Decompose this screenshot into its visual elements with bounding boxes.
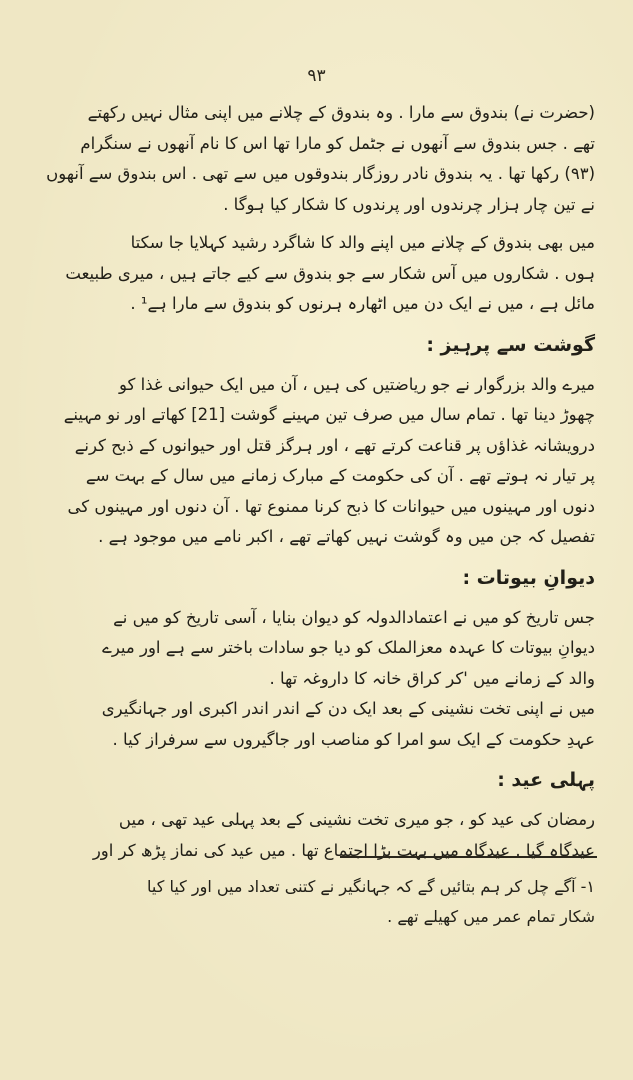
text-line: دنوں اور مہینوں میں حیوانات کا ذبح کرنا ممنوع تھا . آن دنوں اور مہینوں کی xyxy=(67,496,595,516)
text-line: میرے والد بزرگوار نے جو ریاضتیں کی ہیں ، آن میں ایک حیوانی غذا کو xyxy=(118,374,595,394)
text-line: تفصیل کہ جن میں وہ گوشت نہیں کھاتے تھے ، اکبر نامے میں موجود ہے . xyxy=(98,527,595,546)
text-line: میں نے اپنی تخت نشینی کے بعد ایک دن کے اندر اندر اکبری اور جہانگیری xyxy=(101,699,595,718)
text-line: ۱- آگے چل کر ہم بتائیں گے کہ جہانگیر نے کتنی تعداد میں اور کیا کیا xyxy=(147,877,595,896)
text-line: (حضرت نے) بندوق سے مارا . وہ بندوق کے چلانے میں اپنی مثال نہیں رکھتے xyxy=(87,103,595,122)
text-line: دیوانِ بیوتات کا عہدہ معزالملک کو دیا جو سادات باختر سے ہے اور میرے xyxy=(102,638,595,657)
text-line: چھوڑ دینا تھا . تمام سال میں صرف تین مہینے گوشت [21] کھاتے اور نو مہینے xyxy=(63,405,595,424)
section-heading: دیوانِ بیوتات : xyxy=(462,566,595,589)
text-line: عیدگاہ گیا . عیدگاہ میں بہت بڑا اجتماع تھا . میں عید کی نماز پڑھ کر اور xyxy=(92,840,595,860)
paragraph xyxy=(38,370,595,553)
text-line: والد کے زمانے میں 'کر کراق خانہ کا داروغہ تھا . xyxy=(269,668,595,688)
text-line: (۹۳) رکھا تھا . یہ بندوق نادر روزگار بندوقوں میں سے تھی . اس بندوق سے آنھوں xyxy=(46,164,595,183)
footnote-text xyxy=(38,872,595,932)
text-line: رمضان کی عید کو ، جو میری تخت نشینی کے بعد پہلی عید تھی ، میں xyxy=(118,810,595,829)
text-line: عہدِ حکومت کے ایک سو امرا کو مناصب اور جاگیروں سے سرفراز کیا . xyxy=(112,729,595,749)
paragraph xyxy=(38,228,595,320)
page-number: ۹۳ xyxy=(307,66,326,86)
text-line: نے تین چار ہزار چرندوں اور پرندوں کا شکار کیا ہوگا . xyxy=(223,194,595,214)
text-line: درویشانہ غذاؤں پر قناعت کرتے تھے ، اور ہرگز قتل اور حیوانوں کے ذبح کرنے xyxy=(74,435,595,455)
section-heading: گوشت سے پرہیز : xyxy=(426,333,595,356)
text-line: میں بھی بندوق کے چلانے میں اپنے والد کا شاگرد رشید کہلایا جا سکتا xyxy=(130,233,595,252)
text-line: ہوں . شکاروں میں آس شکار سے جو بندوق سے کیے جاتے ہیں ، میری طبیعت xyxy=(65,263,595,283)
text-line: پر تیار نہ ہوتے تھے . آن کی حکومت کے مبارک زمانے میں سال کے بہت سے xyxy=(85,466,595,485)
paragraph xyxy=(38,694,595,755)
text-line: تھے . جس بندوق سے آنھوں نے جٹمل کو مارا تھا اس کا نام آنھوں نے سنگرام xyxy=(80,133,595,153)
text-line: مائل ہے ، میں نے ایک دن میں اٹھارہ ہرنوں کو بندوق سے مارا ہے¹ . xyxy=(130,294,595,313)
main-text xyxy=(38,98,595,866)
paragraph xyxy=(38,98,595,220)
footnote xyxy=(38,872,595,932)
paragraph xyxy=(38,603,595,695)
text-line: شکار تمام عمر میں کھیلے تھے . xyxy=(387,907,595,926)
text-line: جس تاریخ کو میں نے اعتمادالدولہ کو دیوان بنایا ، آسی تاریخ کو میں نے xyxy=(113,607,595,627)
footnote-divider xyxy=(340,856,597,858)
section-heading: پہلی عید : xyxy=(497,769,595,791)
